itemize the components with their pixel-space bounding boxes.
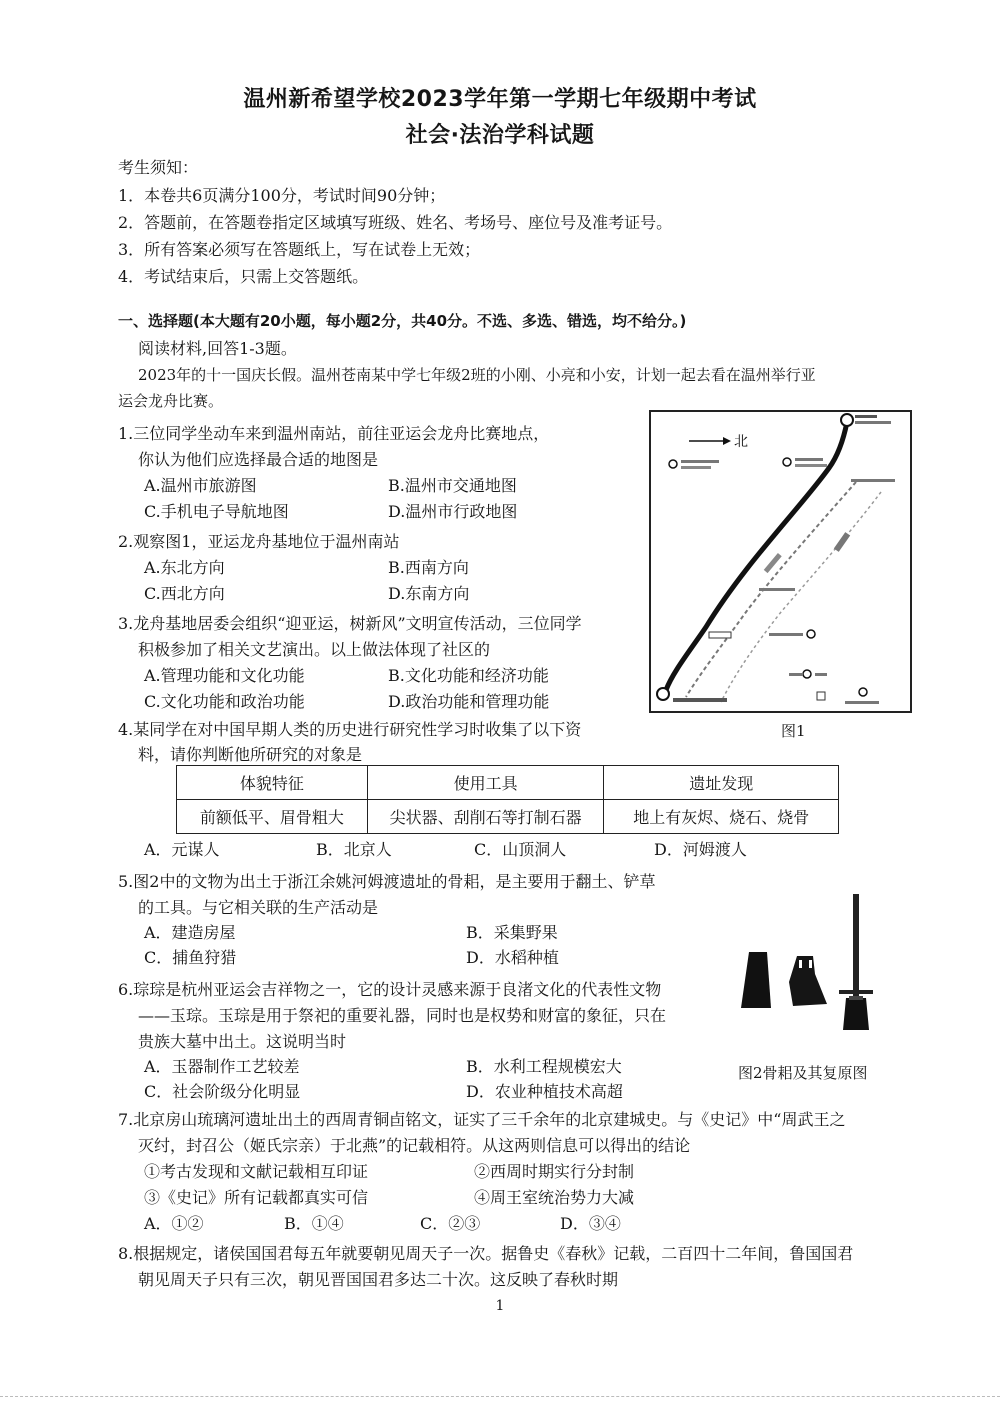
q3-option-c: C.文化功能和政治功能 (144, 692, 305, 711)
poi-marker-5 (859, 688, 867, 696)
q6-stem-3: 贵族大墓中出土。这说明当时 (138, 1032, 347, 1051)
bridge-marker (709, 632, 731, 638)
q7-stem-1: 7.北京房山琉璃河遗址出土的西周青铜卣铭文，证实了三千余年的北京建城史。与《史记》中“周武王之 (118, 1110, 846, 1129)
q4-option-b: B．北京人 (316, 840, 392, 859)
figure-1-map (649, 410, 912, 713)
table-header-cell: 体貌特征 (177, 766, 368, 800)
spade-crossbar-icon (839, 990, 873, 994)
q7-option-a: A．①② (144, 1214, 204, 1233)
q8-stem-1: 8.根据规定，诸侯国国君每五年就要朝见周天子一次。据鲁史《春秋》记载，二百四十二年间，鲁国国君 (118, 1244, 854, 1263)
poi-marker-6 (817, 692, 825, 700)
q5-option-a: A．建造房屋 (144, 923, 236, 942)
notice-item-4: 4．考试结束后，只需上交答题纸。 (118, 267, 369, 286)
table-header-cell: 遗址发现 (604, 766, 839, 800)
q3-stem-2: 积极参加了相关文艺演出。以上做法体现了社区的 (138, 640, 491, 659)
q8-stem-2: 朝见周天子只有三次，朝见晋国国君多达二十次。这反映了春秋时期 (138, 1270, 619, 1289)
table-header-row (177, 766, 839, 800)
exam-title: 温州新希望学校2023学年第一学期七年级期中考试 (243, 87, 757, 112)
poi-marker-3 (807, 630, 815, 638)
q3-option-a: A.管理功能和文化功能 (144, 666, 305, 685)
poi-marker-4 (803, 670, 811, 678)
spade-blade-icon (843, 998, 869, 1030)
q7-statement-3: ③《史记》所有记载都真实可信 (144, 1188, 369, 1207)
q7-option-b: B．①④ (284, 1214, 344, 1233)
station-label-stub-south (673, 698, 727, 702)
q2-option-b: B.西南方向 (388, 558, 469, 577)
notice-heading: 考生须知： (118, 158, 199, 177)
q7-option-d: D．③④ (560, 1214, 621, 1233)
poi-label-stub (851, 479, 895, 482)
q1-option-a: A.温州市旅游图 (144, 476, 257, 495)
q2-option-c: C.西北方向 (144, 584, 225, 603)
river-edge-2 (721, 492, 881, 702)
q1-option-d: D.温州市行政地图 (388, 502, 518, 521)
q1-stem-1: 1.三位同学坐动车来到温州南站，前往亚运会龙舟比赛地点， (118, 424, 550, 443)
material-line-2: 运会龙舟比赛。 (118, 392, 224, 410)
station-marker-south (657, 688, 669, 700)
table-cell: 尖状器、刮削石等打制石器 (367, 800, 604, 834)
q6-option-c: C．社会阶级分化明显 (144, 1082, 301, 1101)
bone-spade-front-icon (741, 952, 771, 1008)
q1-option-c: C.手机电子导航地图 (144, 502, 289, 521)
station-label-stub-north (855, 415, 877, 418)
table-row (177, 800, 839, 834)
q6-stem-2: ——玉琮。玉琮是用于祭祀的重要礼器，同时也是权势和财富的象征，只在 (138, 1006, 667, 1025)
poi-marker-1 (669, 460, 677, 468)
station-marker-north (841, 414, 853, 426)
q4-option-a: A．元谋人 (144, 840, 220, 859)
q3-option-d: D.政治功能和管理功能 (388, 692, 550, 711)
q4-table (176, 765, 839, 834)
q5-stem-2: 的工具。与它相关联的生产活动是 (138, 898, 379, 917)
q7-option-c: C．②③ (420, 1214, 481, 1233)
notice-item-1: 1．本卷共6页满分100分，考试时间90分钟； (118, 186, 446, 205)
q2-stem: 2.观察图1，亚运龙舟基地位于温州南站 (118, 532, 400, 551)
q7-statement-1: ①考古发现和文献记载相互印证 (144, 1162, 369, 1181)
page-number: 1 (495, 1298, 505, 1314)
q3-option-b: B.文化功能和经济功能 (388, 666, 549, 685)
figure-1-caption: 图1 (781, 722, 806, 740)
q6-option-a: A．玉器制作工艺较差 (144, 1057, 300, 1076)
q6-option-b: B．水利工程规模宏大 (466, 1057, 622, 1076)
q5-option-d: D．水稻种植 (466, 948, 559, 967)
q5-stem-1: 5.图2中的文物为出土于浙江余姚河姆渡遗址的骨耜，是主要用于翻土、铲草 (118, 872, 656, 891)
poi-marker-2 (783, 458, 791, 466)
q2-option-a: A.东北方向 (144, 558, 225, 577)
table-cell: 前额低平、眉骨粗大 (177, 800, 368, 834)
q5-option-c: C．捕鱼狩猎 (144, 948, 237, 967)
q7-stem-2: 灭纣，封召公（姬氏宗亲）于北燕”的记载相符。从这两则信息可以得出的结论 (138, 1136, 691, 1155)
q6-stem-1: 6.琮琮是杭州亚运会吉祥物之一，它的设计灵感来源于良渚文化的代表性文物 (118, 980, 662, 999)
north-label: 北 (734, 434, 748, 450)
table-header-cell: 使用工具 (367, 766, 604, 800)
q6-option-d: D．农业种植技术高超 (466, 1082, 623, 1101)
q7-statement-4: ④周王室统治势力大减 (474, 1188, 635, 1207)
q4-option-d: D．河姆渡人 (654, 840, 747, 859)
q7-statement-2: ②西周时期实行分封制 (474, 1162, 635, 1181)
q3-stem-1: 3.龙舟基地居委会组织“迎亚运，树新风”文明宣传活动，三位同学 (118, 614, 582, 633)
q4-stem-2: 料，请你判断他所研究的对象是 (138, 745, 363, 764)
q5-option-b: B．采集野果 (466, 923, 558, 942)
q4-option-c: C．山顶洞人 (474, 840, 567, 859)
map-drawing (651, 412, 910, 711)
figure-2-caption: 图2骨耜及其复原图 (738, 1064, 868, 1082)
section-heading: 一、选择题(本大题有20小题，每小题2分，共40分。不选、多选、错选，均不给分。) (118, 312, 687, 330)
q1-stem-2: 你认为他们应选择最合适的地图是 (138, 450, 379, 469)
q2-option-d: D.东南方向 (388, 584, 470, 603)
bone-spade-side-icon (789, 956, 827, 1006)
notice-item-3: 3．所有答案必须写在答题纸上，写在试卷上无效； (118, 240, 481, 259)
figure-2-bone-spade (735, 890, 905, 1040)
table-cell: 地上有灰烬、烧石、烧骨 (604, 800, 839, 834)
material-line-1: 2023年的十一国庆长假。温州苍南某中学七年级2班的小刚、小亮和小安，计划一起去看在温州举行亚 (138, 366, 816, 384)
notice-item-2: 2．答题前，在答题卷指定区域填写班级、姓名、考场号、座位号及准考证号。 (118, 213, 673, 232)
north-arrowhead-icon (723, 437, 731, 445)
footer-divider (0, 1396, 1000, 1397)
material-intro: 阅读材料,回答1-3题。 (138, 339, 297, 358)
exam-subtitle: 社会·法治学科试题 (405, 123, 595, 148)
q4-stem-1: 4.某同学在对中国早期人类的历史进行研究性学习时收集了以下资 (118, 720, 582, 739)
q1-option-b: B.温州市交通地图 (388, 476, 517, 495)
